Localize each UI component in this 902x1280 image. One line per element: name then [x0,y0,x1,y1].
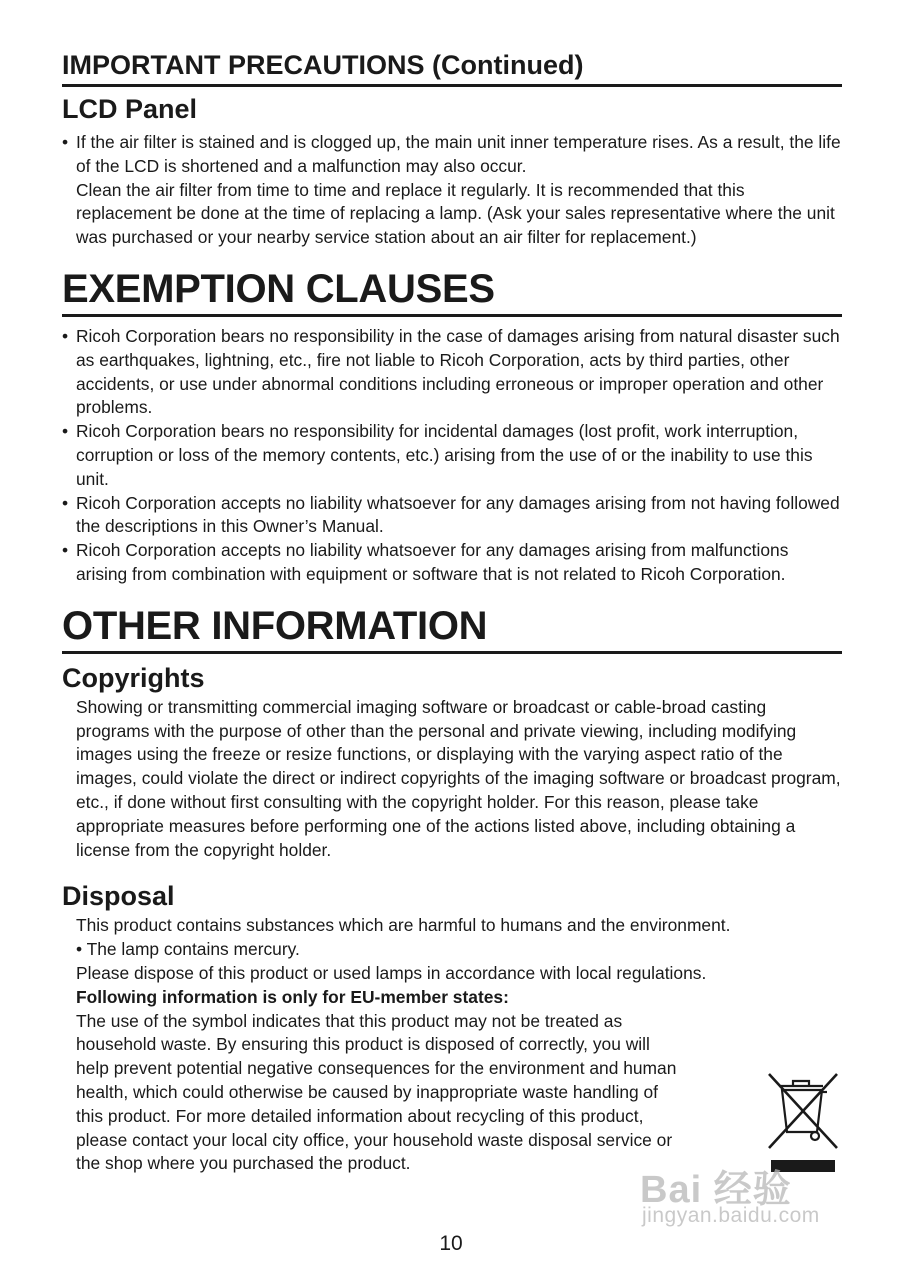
disposal-text [76,914,842,1176]
page-number: 10 [439,1232,463,1255]
lcd-bullet-text: If the air filter is stained and is clogged up, the main unit inner temperature rises. As a result, the life of the LCD is shortened and a malfunction may also occur. [76,132,841,176]
lcd-panel-heading: LCD Panel [62,94,198,124]
eu-text-line: the shop where you purchased the product. [76,1153,411,1174]
other-information-heading: OTHER INFORMATION [62,603,488,648]
lcd-panel-list [62,131,842,250]
eu-text-line: this product. For more detailed information about recycling of this product, [76,1105,644,1126]
list-item: • Ricoh Corporation accepts no liability whatsoever for any damages arising from not having followed the descriptions in this Owner’s Manual. [62,492,842,540]
eu-heading: Following information is only for EU-member states: [76,986,509,1007]
copyrights-heading: Copyrights [62,662,205,693]
manual-page [62,48,842,1176]
other-rule [62,651,842,654]
eu-text-line: health, which could otherwise be caused by inappropriate waste handling of [76,1081,658,1102]
eu-text-line: help prevent potential negative consequences for the environment and human [76,1058,677,1079]
disposal-line: Please dispose of this product or used lamps in accordance with local regulations. [76,962,707,983]
eu-text-line: The use of the symbol indicates that this product may not be treated as [76,1010,623,1031]
watermark [640,1150,850,1242]
eu-text-line: household waste. By ensuring this product is disposed of correctly, you will [76,1034,650,1055]
watermark-url: jingyan.baidu.com [642,1204,820,1227]
exemption-list [62,325,842,587]
exemption-heading: EXEMPTION CLAUSES [62,266,495,311]
list-item: • Ricoh Corporation bears no responsibility for incidental damages (lost profit, work interruption, corruption or loss of the memory contents, etc.) arising from the use of or the inability to use this unit. [62,420,842,491]
disposal-bullet-text: The lamp contains mercury. [86,939,300,960]
watermark-logo: Bai 经验 [640,1169,792,1211]
disposal-line: This product contains substances which are harmful to humans and the environment. [76,915,731,936]
lcd-bullet-text-cont: Clean the air filter from time to time and replace it regularly. It is recommended that this replacement be done at the time of replacing a lamp. (Ask your sales representative where the unit was purchased or your nearby service station about an air filter for replacement.) [76,179,835,248]
list-item: • Ricoh Corporation accepts no liability whatsoever for any damages arising from malfunctions arising from combination with equipment or software that is not related to Ricoh Corporation. [62,539,842,587]
disposal-bullet: • The lamp contains mercury. [76,939,300,960]
section-rule [62,84,842,87]
exemption-rule [62,314,842,317]
copyrights-text: Showing or transmitting commercial imaging software or broadcast or cable-broad casting programs with the purpose of other than the personal and private viewing, including modifying images using the freeze or resize functions, or displaying with the varying aspect ratio of the images, could violate the direct or indirect copyrights of the imaging software or broadcast program, etc., if done without first consulting with the copyright holder. For this reason, please take appropriate measures before performing one of the actions listed above, including obtaining a license from the copyright holder. [76,696,841,860]
section-continued-title: IMPORTANT PRECAUTIONS (Continued) [62,50,584,80]
list-item [62,131,842,250]
list-item: • Ricoh Corporation bears no responsibility in the case of damages arising from natural disaster such as earthquakes, lightning, etc., fire not liable to Ricoh Corporation, acts by third parties, other accidents, or use under abnormal conditions including erroneous or improper operation and other problems. [62,325,842,420]
disposal-heading: Disposal [62,881,175,912]
eu-text-line: please contact your local city office, your household waste disposal service or [76,1129,673,1150]
